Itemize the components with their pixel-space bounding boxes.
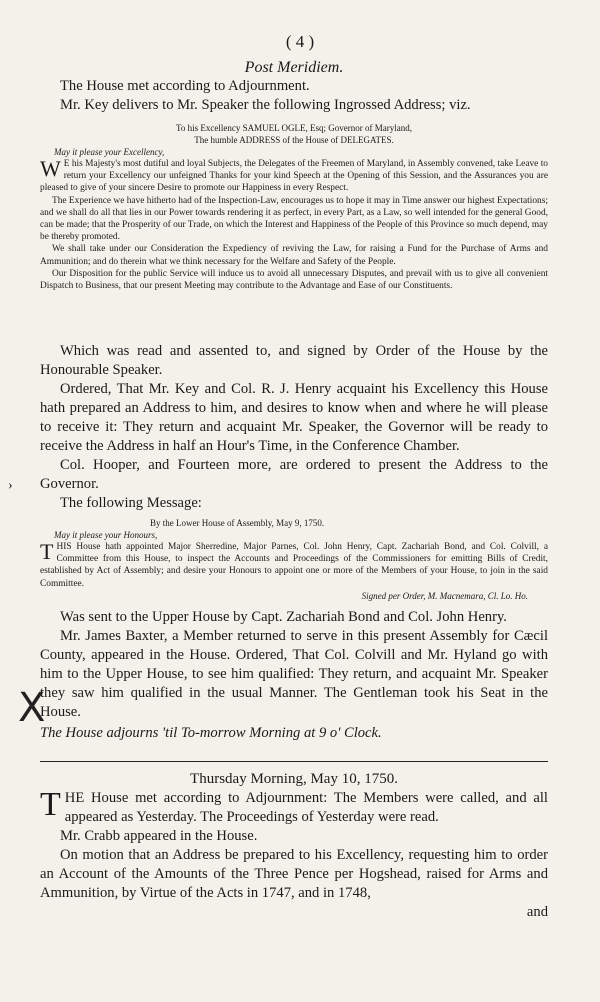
catchword: and bbox=[526, 904, 548, 920]
address-salutation: May it please your Excellency, bbox=[54, 147, 165, 157]
meeting-line: The House met according to Adjournment. bbox=[60, 78, 310, 94]
address-paragraph bbox=[40, 158, 548, 195]
address-paragraph bbox=[40, 243, 548, 267]
thursday-dropcap: T bbox=[40, 786, 61, 823]
message-salutation: May it please your Honours, bbox=[54, 530, 158, 540]
margin-x-mark: X bbox=[18, 685, 46, 731]
address-dropcap: W bbox=[40, 156, 61, 181]
address-paragraphs bbox=[40, 158, 548, 292]
page-number: ( 4 ) bbox=[285, 32, 315, 51]
margin-dot-mark: › bbox=[8, 478, 13, 493]
proceedings-2 bbox=[40, 608, 548, 743]
address-paragraph bbox=[40, 195, 548, 244]
post-meridiem-section bbox=[40, 58, 548, 115]
message-signed: Signed per Order, M. Macnemara, Cl. Lo. Ho. bbox=[361, 590, 528, 601]
message-dropcap: T bbox=[40, 539, 54, 564]
address-from: The humble ADDRESS of the House of DELEGATES. bbox=[194, 135, 394, 145]
motion-paragraph: On motion that an Address be prepared to his Excellency, requesting him to order an Account of the Amounts of the Three Pence per Hogshead, raised for Arms and Ammunition, by Virtue of the Acts in 1747, and in 1748, bbox=[40, 847, 548, 901]
key-delivers-line: Mr. Key delivers to Mr. Speaker the following Ingrossed Address; viz. bbox=[60, 97, 471, 113]
address-paragraph-text: The Experience we have hitherto had of the Inspection-Law, encourages us to hope it may in Time answer our highest Expectations; and we shall do all that lies in our Power towards rendering it as perfect, in every Part, as a Law, so well intended for the general Good, can be made; that the Prosperity of our Trade, on which the Interest and Happiness of the People of this Province so much depend, may be thereby promoted. bbox=[40, 195, 548, 243]
thursday-text: HE House met according to Adjournment: The Members were called, and all appeared as Yesterday. The Proceedings of Yesterday were read. bbox=[64, 790, 548, 825]
body-paragraphs-1 bbox=[40, 342, 548, 513]
body-paragraph: Mr. James Baxter, a Member returned to serve in this present Assembly for Cæcil County, appeared in the House. Ordered, That Col. Colvill and Mr. Hyland go with him to the Upper House, to see him qualified: They return, and acquaint Mr. Speaker they saw him qualified in the usual Manner. The Gentleman took his Seat in the House. bbox=[40, 628, 548, 720]
message-block bbox=[40, 517, 548, 602]
message-body bbox=[40, 541, 548, 590]
thursday-heading: Thursday Morning, May 10, 1750. bbox=[190, 771, 398, 787]
address-paragraph-text: We shall take under our Consideration the Expediency of reviving the Law, for raising a Fund for the Purchase of Arms and Ammunition; and do therein what we think necessary for the Welfare and Safety of the People. bbox=[40, 244, 548, 267]
body-paragraph: Which was read and assented to, and signed by Order of the House by the Honourable Speaker. bbox=[40, 343, 548, 378]
thursday-section bbox=[40, 770, 548, 922]
address-to: To his Excellency SAMUEL OGLE, Esq; Governor of Maryland, bbox=[176, 123, 412, 133]
thursday-paragraph bbox=[40, 786, 548, 827]
body-paragraphs-2 bbox=[40, 608, 548, 722]
adjourns-line: The House adjourns 'til To-morrow Morning at 9 o' Clock. bbox=[40, 725, 382, 741]
address-paragraph-text: Our Disposition for the public Service will induce us to avoid all unnecessary Disputes, and prevail with us to give all convenient Dispatch to Business, that our present Meeting may contribute to the Advantage and Ease of our Constituents. bbox=[40, 268, 548, 292]
body-paragraph: The following Message: bbox=[60, 495, 202, 511]
section-rule bbox=[40, 761, 548, 762]
address-block bbox=[40, 122, 548, 292]
body-paragraph: Ordered, That Mr. Key and Col. R. J. Henry acquaint his Excellency this House hath prepared an Address to him, and desires to know when and where he will please to receive it: They return and acquaint Mr. Speaker, the Governor will be ready to receive the Address in half an Hour's Time, in the Conference Chamber. bbox=[40, 381, 548, 454]
crabb-line: Mr. Crabb appeared in the House. bbox=[60, 828, 258, 844]
message-text: HIS House hath appointed Major Sherredine, Major Parnes, Col. John Henry, Capt. Zachariah Bond, and Col. Colvill, a Committee from this House, to inspect the Accounts and Proceedings of the Commissioners for emitting Bills of Credit, established by Act of Assembly; and desire your Honours to appoint one or more of the Members of your House, to join in the said Committee. bbox=[40, 542, 548, 589]
body-paragraph: Col. Hooper, and Fourteen more, are ordered to present the Address to the Governor. bbox=[40, 457, 548, 492]
body-paragraph: Was sent to the Upper House by Capt. Zachariah Bond and Col. John Henry. bbox=[60, 609, 507, 625]
proceedings-1 bbox=[40, 342, 548, 513]
address-paragraph bbox=[40, 268, 548, 292]
section-heading: Post Meridiem. bbox=[244, 59, 344, 76]
address-paragraph-text: E his Majesty's most dutiful and loyal Subjects, the Delegates of the Freemen of Maryland, in Assembly convened, take Leave to return your Excellency our unfeigned Thanks for your kind Speech at the Opening of this Session, and the Assurances you are pleased to give of your sincere Desire to promote our Happiness in every Respect. bbox=[40, 159, 548, 194]
message-header: By the Lower House of Assembly, May 9, 1750. bbox=[150, 518, 325, 528]
